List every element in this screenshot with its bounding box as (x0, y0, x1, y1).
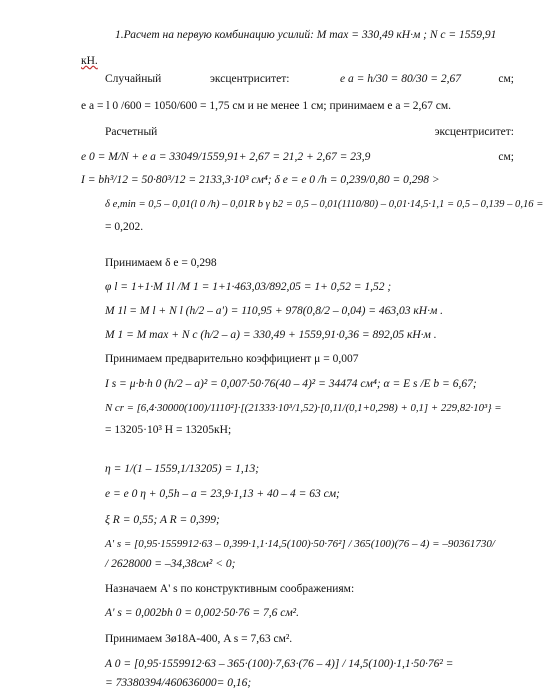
accept-delta: Принимаем δ e = 0,298 (105, 257, 217, 269)
heading-first-combination: 1.Расчет на первую комбинацию усилий: M max = 330,49 кН·м ; N с = 1559,91 (115, 29, 497, 41)
eccentricity-alt-line: e a = l 0 /600 = 1050/600 = 1,75 см и не менее 1 см; принимаем e a = 2,67 см. (81, 100, 451, 112)
is-formula: I s = μ·b·h 0 (h/2 – a)² = 0,007·50·76(40 – 4)² = 34474 см⁴; α = E s /E b = 6,67; (105, 378, 477, 390)
e-formula: e = e 0 η + 0,5h – a = 23,9·1,13 + 40 – 4 = 63 см; (105, 488, 340, 500)
eccentricity-word-2: эксцентриситет: (434, 126, 514, 138)
unit-cm: см; (498, 73, 514, 85)
random-eccentricity-label: Случайный (105, 73, 162, 85)
ncr-result: = 13205·10³ Н = 13205кН; (105, 424, 232, 436)
as-constructive: A' s = 0,002bh 0 = 0,002·50·76 = 7,6 см². (105, 607, 300, 619)
eta-formula: η = 1/(1 – 1559,1/13205) = 1,13; (105, 463, 260, 475)
mu-prelim: Принимаем предварительно коэффициент μ = 0,007 (105, 353, 359, 365)
m1l-formula: M 1l = M l + N l (h/2 – a') = 110,95 + 978(0,8/2 – 0,04) = 463,03 кН·м . (105, 305, 444, 317)
e0-formula: e 0 = M/N + e a = 33049/1559,91+ 2,67 = 21,2 + 2,67 = 23,9 (81, 151, 371, 163)
m1-formula: M 1 = M max + N c (h/2 – a) = 330,49 + 1559,91·0,36 = 892,05 кН·м . (105, 329, 437, 341)
unit-cm-2: см; (498, 151, 514, 163)
design-eccentricity-label: Расчетный (105, 126, 158, 138)
delta-min-formula: δ e,min = 0,5 – 0,01(l 0 /h) – 0,01R b γ b2 = 0,5 – 0,01(1110/80) – 0,01·14,5·1,1 = 0,5 – 0,139 – 0,16 = (105, 199, 544, 210)
ncr-formula: N cr = [6,4·30000(100)/1110²]·[(21333·10³/1,52)·[0,11/(0,1+0,298) + 0,1] + 229,82·10³} = (105, 402, 502, 414)
assign-as-prime: Назначаем A' s по конструктивным соображениям: (105, 583, 355, 595)
delta-min-result: = 0,202. (105, 221, 144, 233)
inertia-formula: I = bh³/12 = 50·80³/12 = 2133,3·10³ см⁴; δ e = e 0 /h = 0,239/0,80 = 0,298 > (81, 174, 440, 186)
eccentricity-word: эксцентриситет: (210, 73, 290, 85)
eccentricity-formula: e a = h/30 = 80/30 = 2,67 (340, 73, 462, 85)
as-prime-formula: A' s = [0,95·1559912·63 – 0,399·1,1·14,5(100)·50·76²] / 365(100)(76 – 4) = –90361730/ (105, 538, 495, 550)
a0-result: = 73380394/460636000= 0,16; (105, 677, 252, 689)
phi-formula: φ l = 1+1·M 1l /M 1 = 1+1·463,03/892,05 = 1+ 0,52 = 1,52 ; (105, 281, 392, 293)
xi-ar-values: ξ R = 0,55; A R = 0,399; (105, 514, 220, 526)
as-prime-result: / 2628000 = –34,38см² < 0; (105, 558, 236, 570)
accept-rebar: Принимаем 3ø18А-400, A s = 7,63 см². (105, 633, 293, 645)
unit-kn-continuation: кН. (81, 55, 98, 67)
a0-formula: A 0 = [0,95·1559912·63 – 365·(100)·7,63·(76 – 4)] / 14,5(100)·1,1·50·76² = (105, 658, 454, 670)
